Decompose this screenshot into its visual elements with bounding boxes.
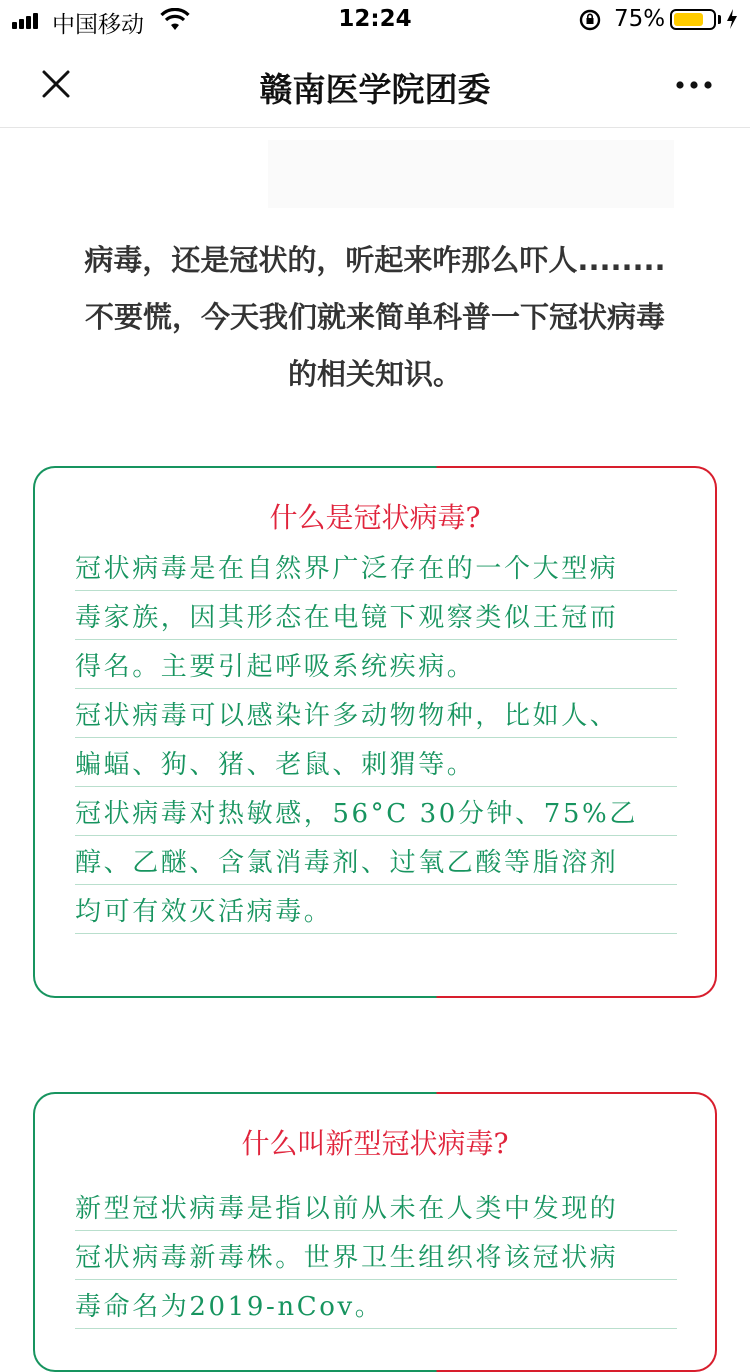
charging-bolt-icon xyxy=(726,8,738,30)
body-line: 冠状病毒可以感染许多动物物种，比如人、 xyxy=(75,689,677,738)
intro-text xyxy=(30,232,720,403)
page-title: 赣南医学院团委 xyxy=(259,70,491,109)
article-image-placeholder xyxy=(268,140,674,208)
section-body xyxy=(75,1182,677,1329)
body-line: 冠状病毒是在自然界广泛存在的一个大型病 xyxy=(75,542,677,591)
body-line: 冠状病毒新毒株。世界卫生组织将该冠状病 xyxy=(75,1231,677,1280)
body-line: 毒家族，因其形态在电镜下观察类似王冠而 xyxy=(75,591,677,640)
section-title: 什么是冠状病毒? xyxy=(269,501,481,534)
body-line: 蝙蝠、狗、猪、老鼠、刺猬等。 xyxy=(75,738,677,787)
battery-nub xyxy=(718,15,721,24)
status-bar xyxy=(0,0,750,40)
nav-bar xyxy=(0,40,750,128)
body-line: 得名。主要引起呼吸系统疾病。 xyxy=(75,640,677,689)
intro-line: 病毒，还是冠状的，听起来咋那么吓人........ xyxy=(84,243,666,277)
body-line: 醇、乙醚、含氯消毒剂、过氧乙酸等脂溶剂 xyxy=(75,836,677,885)
intro-line: 的相关知识。 xyxy=(287,357,462,391)
section-title: 什么叫新型冠状病毒? xyxy=(241,1127,509,1160)
body-line: 均可有效灭活病毒。 xyxy=(75,885,677,934)
rotation-lock-icon xyxy=(578,8,602,32)
section-card-novel-coronavirus xyxy=(33,1092,717,1372)
section-card-what-is-coronavirus xyxy=(33,466,717,998)
battery-icon xyxy=(670,9,716,30)
battery-percent: 75% xyxy=(614,6,666,32)
status-time: 12:24 xyxy=(338,6,412,32)
body-line: 冠状病毒对热敏感，56°C 30分钟、75%乙 xyxy=(75,787,677,836)
body-line: 新型冠状病毒是指以前从未在人类中发现的 xyxy=(75,1182,677,1231)
body-line: 毒命名为2019-nCov。 xyxy=(75,1280,677,1329)
section-body xyxy=(75,542,677,934)
battery-fill xyxy=(674,13,703,26)
carrier-label: 中国移动 xyxy=(52,12,144,38)
intro-line: 不要慌，今天我们就来简单科普一下冠状病毒 xyxy=(84,300,665,334)
more-icon[interactable] xyxy=(672,70,716,100)
